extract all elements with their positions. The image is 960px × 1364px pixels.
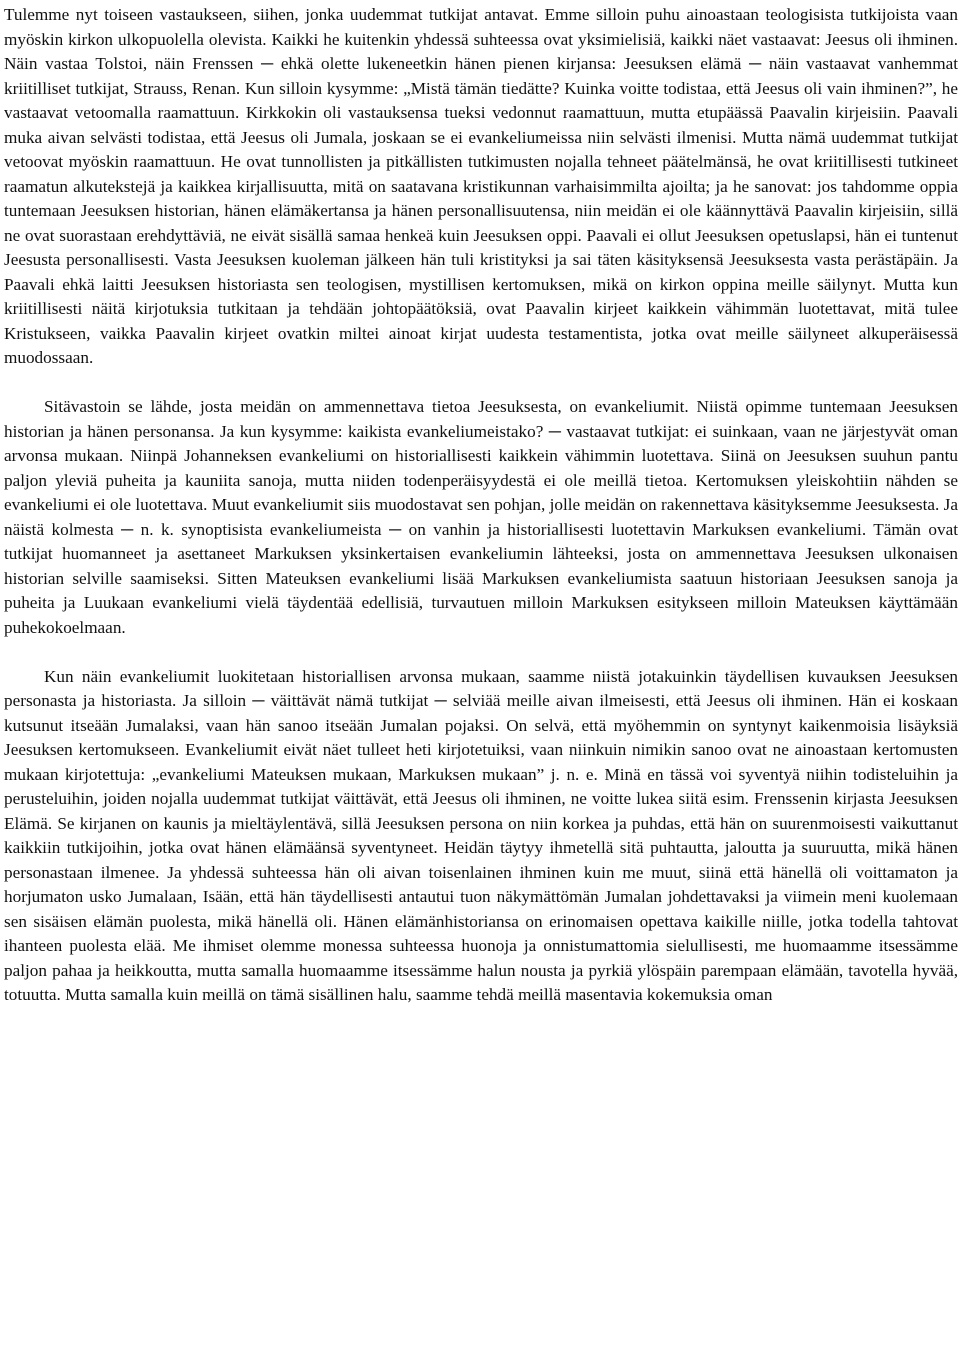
document-page: [4, 3, 958, 1008]
paragraph-1: Tulemme nyt toiseen vastaukseen, siihen, jonka uudemmat tutkijat antavat. Emme silloin puhu ainoastaan teologisista tutkijoista vaan myöskin kirkon ulkopuolella olevista. Kaikki he kuitenkin yhdessä suhteessa ovat yksimielisiä, kaikki näet vastaavat: Jeesus oli ihminen. Näin vastaa Tolstoi, näin Frenssen ─ ehkä olette lukeneetkin hänen pienen kirjansa: Jeesuksen elämä ─ näin vastaavat vanhemmat kriitilliset tutkijat, Strauss, Renan. Kun silloin kysymme: „Mistä tämän tiedätte? Kuinka voitte todistaa, että Jeesus oli vain ihminen?”, he vastaavat vetoomalla raamattuun. Kirkkokin oli vastauksensa tueksi vedonnut raamattuun, mutta etupäässä Paavalin kirjeisiin. Paavali muka aivan selvästi todistaa, että Jeesus oli Jumala, joskaan se ei evankeliumeissa niin selvästi ilmenisi. Mutta nämä uudemmat tutkijat vetoovat myöskin raamattuun. He ovat tunnollisten ja pitkällisten tutkimusten nojalla tehneet päätelmänsä, he ovat kriitillisesti tutkineet raamatun alkutekstejä ja kaikkea kirjallisuutta, mitä on saatavana kristikunnan varhaisimmilta ajoilta; ja he sanovat: jos tahdomme oppia tuntemaan Jeesuksen historian, hänen elämäkertansa ja hänen personallisuutensa, niin meidän ei ole käännyttävä Paavalin kirjeisiin, sillä ne ovat suorastaan erehdyttäviä, ne eivät sisällä samaa henkeä kuin Jeesuksen oppi. Paavali ei ollut Jeesuksen opetuslapsi, hän ei tuntenut Jeesusta personallisesti. Vasta Jeesuksen kuoleman jälkeen hän tuli kristityksi ja sai täten käsityksensä Jeesuksesta vasta perästäpäin. Ja Paavali ehkä laitti Jeesuksen historiasta sen teologisen, mystillisen kertomuksen, mikä on kirkon oppina meille säilynyt. Mutta kun kriitillisesti näitä kirjotuksia tutkitaan ja tehdään johtopäätöksiä, ovat Paavalin kirjeet kaikkein vähimmän luotettavat, mitä tulee Kristukseen, vaikka Paavalin kirjeet ovatkin miltei ainoat kirjat uudesta testamentista, jotka ovat meille säilyneet alkuperäisessä muodossaan.: [4, 5, 958, 367]
paragraph-3: Kun näin evankeliumit luokitetaan historiallisen arvonsa mukaan, saamme niistä jotakuinkin täydellisen kuvauksen Jeesuksen personasta ja historiasta. Ja silloin ─ väittävät nämä tutkijat ─ selviää meille aivan ilmeisesti, että Jeesus oli ihminen. Hän ei koskaan kutsunut itseään Jumalaksi, vaan hän sanoo itseään Jumalan pojaksi. On selvä, että myöhemmin on syntynyt kaikenmoisia lisäyksiä Jeesuksen kertomukseen. Evankeliumit eivät näet tulleet heti kirjotetuiksi, vaan niinkuin nimikin sanoo ovat ne ainoastaan kertomusten mukaan kirjotettuja: „evankeliumi Mateuksen mukaan, Markuksen mukaan” j. n. e. Minä en tässä voi syventyä niihin todisteluihin ja perusteluihin, joiden nojalla uudemmat tutkijat väittävät, että Jeesus oli ihminen, ne voitte lukea siitä esim. Frenssenin kirjasta Jeesuksen Elämä. Se kirjanen on kaunis ja mieltäylentävä, sillä Jeesuksen persona on niin korkea ja puhdas, että hän on suurenmoisesti vaikuttanut kaikkiin tutkijoihin, jotka ovat hänen elämäänsä syventyneet. Heidän täytyy ihmetellä sitä puhtautta, jaloutta ja suuruutta, mikä hänen personastaan ilmenee. Ja yhdessä suhteessa hän oli aivan toisenlainen ihminen kuin me muut, siinä että hänellä oli voittamaton ja horjumaton usko Jumalaan, Isään, että hän täydellisesti antautui tuon näkymättömän Jumalan johdettavaksi ja viimein meni kuolemaan sen sisäisen elämän puolesta, mikä hänellä oli. Hänen elämänhistoriansa on erinomaisen opettava kaikille niille, jotka todella tahtovat ihanteen puolesta elää. Me ihmiset olemme monessa suhteessa huonoja ja onnistumattomia sielullisesti, me huomaamme itsessämme paljon pahaa ja heikkoutta, mutta samalla huomaamme itsessämme halun nousta ja pyrkiä ylöspäin parempaan elämään, tavotella hyvää, totuutta. Mutta samalla kuin meillä on tämä sisällinen halu, saamme tehdä meillä masentavia kokemuksia oman: [4, 666, 958, 1004]
paragraph-2: Sitävastoin se lähde, josta meidän on ammennettava tietoa Jeesuksesta, on evankeliumit. Niistä opimme tuntemaan Jeesuksen historian ja hänen personansa. Ja kun kysymme: kaikista evankeliumeistako? ─ vastaavat tutkijat: ei suinkaan, vaan ne järjestyvät oman arvonsa mukaan. Niinpä Johanneksen evankeliumi on historiallisesti kaikkein vähimmin luotettava. Siinä on Jeesuksen suuhun pantu paljon yleviä puheita ja kauniita sanoja, mutta niiden todenperäisyydestä ei ole meillä tietoa. Kertomuksen yleiskohtiin nähden se evankeliumi ei ole luotettava. Muut evankeliumit siis muodostavat sen pohjan, jolle meidän on rakennettava käsityksemme Jeesuksesta. Ja näistä kolmesta ─ n. k. synoptisista evankeliumeista ─ on vanhin ja historiallisesti luotettavin Markuksen evankeliumi. Tämän ovat tutkijat huomanneet ja asettaneet Markuksen yksinkertaisen evankeliumin lähteeksi, josta on ammennettava Jeesuksen ulkonaisen historian selville saamiseksi. Sitten Mateuksen evankeliumi lisää Markuksen evankeliumista saatuun historiaan Jeesuksen sanoja ja puheita ja Luukaan evankeliumi vielä täydentää edellisiä, turvautuen milloin Markuksen esitykseen milloin Mateuksen käyttämään puhekokoelmaan.: [4, 397, 958, 637]
